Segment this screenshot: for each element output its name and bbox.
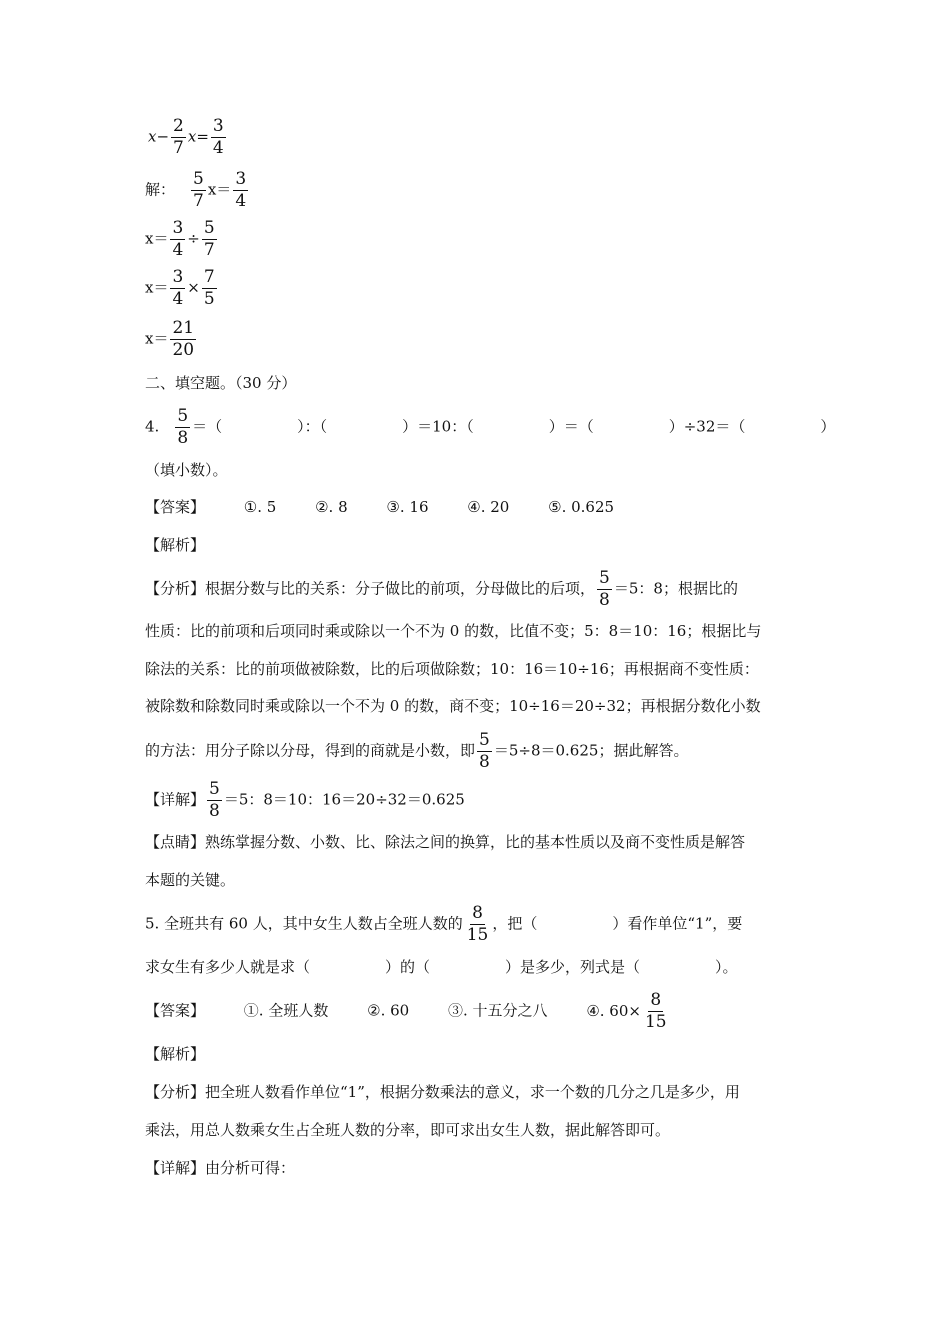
analysis-line-1: 【分析】根据分数与比的关系：分子做比的前项，分母做比的后项， $\frac{5}{8}$ ＝5：8；根据比的	[145, 568, 738, 610]
jiexi-label: 【解析】	[145, 536, 206, 554]
equals-sign: =	[196, 127, 209, 146]
fraction: $\frac{5}{8}$	[177, 406, 189, 448]
question-5-line2: 求女生有多少人就是求（ ）的（ ）是多少，列式是（ ）。	[145, 958, 738, 976]
fraction: $\frac{8}{15}$	[644, 990, 667, 1032]
answer-item: ②. 8	[315, 498, 348, 516]
analysis-line-2: 乘法，用总人数乘女生占全班人数的分率，即可求出女生人数，据此解答即可。	[145, 1121, 671, 1139]
answer-item: ②. 60	[367, 1001, 410, 1020]
fraction: $\frac{21}{20}$	[172, 318, 195, 360]
answer-item: ④. 60× $\frac{8}{15}$	[586, 990, 667, 1032]
answer-row	[145, 992, 850, 1031]
answer-label: 【答案】	[145, 498, 206, 516]
analysis-line-5: 的方法：用分子除以分母，得到的商就是小数，即 $\frac{5}{8}$ ＝5÷8＝0.625；据此解答。	[145, 730, 689, 772]
analysis-line-2: 性质：比的前项和后项同时乘或除以一个不为 0 的数，比值不变；5：8＝10：16；根据比与	[145, 622, 762, 640]
fraction: $\frac{5}{8}$	[209, 779, 220, 821]
fraction: $\frac{5}{8}$	[479, 730, 490, 772]
solution-step-2: x＝ $\frac{3}{4}$ ÷ $\frac{5}{7}$	[145, 218, 215, 260]
answer-item: ①. 5	[243, 498, 277, 516]
jiexi-label: 【解析】	[145, 1045, 206, 1063]
answer-item: ⑤. 0.625	[548, 498, 615, 516]
var-x: x	[187, 127, 197, 146]
solution-step-1: 解： $\frac{5}{7}$ x＝ $\frac{3}{4}$	[145, 169, 247, 211]
detail-line: 【详解】由分析可得：	[145, 1159, 296, 1177]
question-4: 4. $\frac{5}{8}$ ＝（ ）：（ ）＝10：（ ）＝（ ）÷32＝（ ）	[145, 406, 836, 448]
key-point-line-2: 本题的关键。	[145, 871, 236, 889]
fraction: $\frac{2}{7}$	[173, 116, 184, 158]
key-point-line-1: 【点睛】熟练掌握分数、小数、比、除法之间的换算，比的基本性质以及商不变性质是解答	[145, 833, 746, 851]
fraction: $\frac{8}{15}$	[466, 903, 489, 945]
fraction: $\frac{3}{4}$	[212, 116, 224, 158]
solution-step-3: x＝ $\frac{3}{4}$ × $\frac{7}{5}$	[145, 267, 215, 309]
analysis-line-3: 除法的关系：比的前项做被除数，比的后项做除数；10：16＝10÷16；再根据商不变性质：	[145, 660, 759, 678]
answer-item: ④. 20	[467, 498, 510, 516]
question-4-line2: （填小数）。	[145, 461, 228, 479]
fraction: $\frac{3}{4}$	[235, 169, 247, 211]
fraction: $\frac{5}{7}$	[193, 169, 204, 211]
fraction: $\frac{7}{5}$	[203, 267, 215, 309]
var-x: x	[148, 127, 157, 146]
answer-item: ③. 十五分之八	[447, 1001, 548, 1020]
fraction: $\frac{3}{4}$	[172, 218, 184, 260]
fraction: $\frac{3}{4}$	[172, 267, 184, 309]
solution-step-4: x＝ $\frac{21}{20}$	[145, 318, 195, 360]
detail-line: 【详解】 $\frac{5}{8}$ ＝5：8＝10：16＝20÷32＝0.625	[145, 779, 465, 821]
analysis-line-4: 被除数和除数同时乘或除以一个不为 0 的数，商不变；10÷16＝20÷32；再根据分数化小数	[145, 697, 761, 715]
answer-item: ③. 16	[386, 498, 429, 516]
section-heading: 二、填空题。（30 分）	[145, 374, 297, 392]
analysis-line-1: 【分析】把全班人数看作单位“1”，根据分数乘法的意义，求一个数的几分之几是多少，用	[145, 1083, 740, 1101]
question-5: 5. 全班共有 60 人，其中女生人数占全班人数的 $\frac{8}{15}$ ，把（ ）看作单位“1”，要	[145, 903, 743, 945]
minus-sign: −	[156, 127, 170, 146]
answer-item: ①. 全班人数	[243, 1001, 329, 1020]
fraction: $\frac{5}{8}$	[599, 568, 610, 610]
equation-line	[148, 118, 850, 157]
answer-row	[145, 494, 850, 520]
answer-label: 【答案】	[145, 1001, 206, 1020]
fraction: $\frac{5}{7}$	[203, 218, 215, 260]
